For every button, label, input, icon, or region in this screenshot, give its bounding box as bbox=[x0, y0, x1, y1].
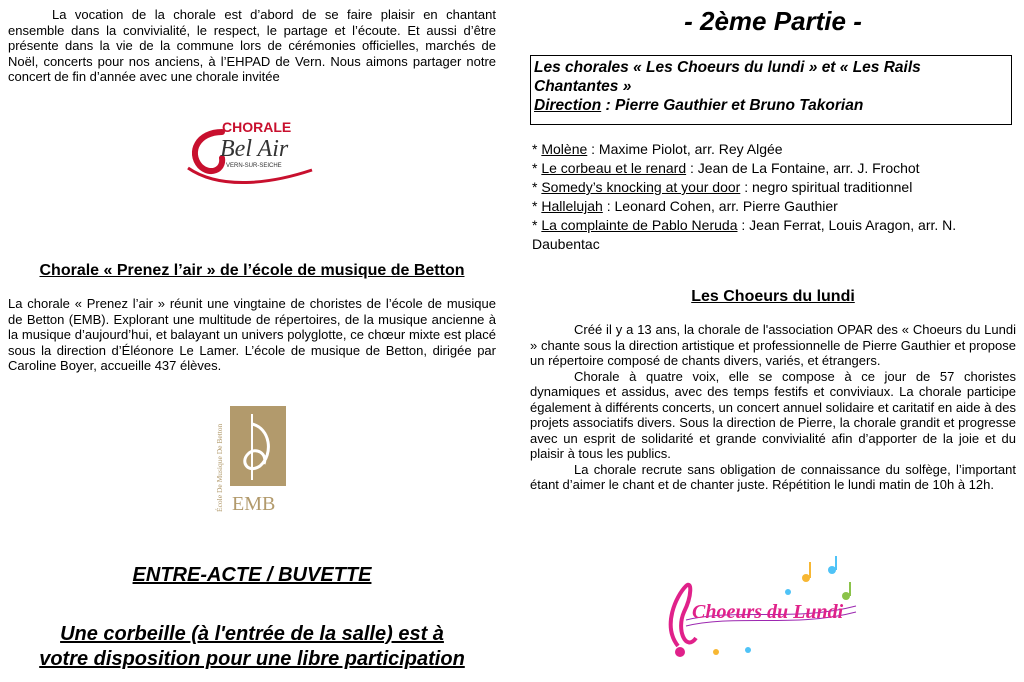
list-item bbox=[532, 159, 1016, 178]
corbeille-notice bbox=[8, 622, 496, 672]
box-direction-line bbox=[534, 96, 1008, 115]
song-list bbox=[532, 140, 1016, 254]
emb-letters: EMB bbox=[232, 493, 276, 515]
song-title: Hallelujah bbox=[541, 198, 603, 214]
song-bullet: * bbox=[532, 217, 542, 233]
choeurs-paragraph-3: La chorale recrute sans obligation de connaissance du solfège, l’important étant d’aimer le chant et de chanter juste. Répétition le lundi matin de 10h à 12h. bbox=[530, 461, 1016, 492]
song-title: Somedy’s knocking at your door bbox=[541, 179, 741, 195]
bel-air-line3: VERN-SUR-SEICHE bbox=[226, 163, 282, 169]
chorale-bel-air-logo bbox=[180, 118, 320, 190]
bel-air-line1: CHORALE bbox=[222, 119, 292, 135]
intro-paragraph: La vocation de la chorale est d’abord de se faire plaisir en chantant ensemble dans la convivialité, le respect, le partage et l’écoute. Et aussi d’être présente dans la vie de la commune lors de cérémonies officielles, marchés de Noël, concerts pour nos anciens, à l’EHPAD de Vern. Nous aimons partager notre concert de fin d’année avec une chorale invitée bbox=[8, 7, 496, 84]
prenez-air-paragraph: La chorale « Prenez l’air » réunit une vingtaine de choristes de l’école de musique de Betton (EMB). Explorant une multitude de répertoires, de la musique ancienne à la musique d’aujourd’hui, et balayant un univers polyglotte, ce chœur mixte est placé sous la direction d’Éléonore Le Lamer. L’école de musique de Betton, dirigée par Caroline Boyer, accueille 437 élèves. bbox=[8, 296, 496, 373]
corbeille-line-1: Une corbeille (à l'entrée de la salle) est à bbox=[60, 623, 444, 645]
choeurs-description bbox=[530, 322, 1016, 493]
box-direction-label: Direction bbox=[534, 97, 602, 114]
song-bullet: * bbox=[532, 141, 542, 157]
list-item bbox=[532, 140, 1016, 159]
bel-air-line2: Bel Air bbox=[220, 136, 289, 162]
song-details: : negro spiritual traditionnel bbox=[740, 179, 913, 195]
emb-vertical-text: École De Musique De Betton bbox=[215, 423, 224, 512]
list-item bbox=[532, 197, 1016, 216]
song-bullet: * bbox=[532, 160, 542, 176]
song-title: Molène bbox=[541, 141, 588, 157]
choeurs-paragraph-1: Créé il y a 13 ans, la chorale de l'association OPAR des « Choeurs du Lundi » chante sous la direction artistique et professionnelle de Pierre Gauthier et propose un répertoire composé de chants divers, variés, et étrangers. bbox=[530, 322, 1016, 368]
list-item bbox=[532, 216, 1016, 254]
chorales-box bbox=[530, 55, 1012, 125]
bel-air-logo-graphic bbox=[180, 118, 320, 190]
song-bullet: * bbox=[532, 179, 542, 195]
song-details: : Maxime Piolot, arr. Rey Algée bbox=[587, 141, 783, 157]
part-title: - 2ème Partie - bbox=[684, 6, 862, 36]
song-bullet: * bbox=[532, 198, 542, 214]
song-title: La complainte de Pablo Neruda bbox=[541, 217, 738, 233]
song-details: : Jean de La Fontaine, arr. J. Frochot bbox=[686, 160, 920, 176]
song-title: Le corbeau et le renard bbox=[541, 160, 687, 176]
choeurs-logo-text: Choeurs du Lundi bbox=[692, 601, 844, 623]
emb-logo-graphic bbox=[212, 404, 292, 516]
corbeille-line-2: votre disposition pour une libre participation bbox=[39, 648, 465, 670]
song-details: : Leonard Cohen, arr. Pierre Gauthier bbox=[602, 198, 838, 214]
box-direction-value: : Pierre Gauthier et Bruno Takorian bbox=[601, 97, 864, 114]
list-item bbox=[532, 178, 1016, 197]
box-chorales-line: Les chorales « Les Choeurs du lundi » et « Les Rails Chantantes » bbox=[534, 59, 921, 95]
choeurs-logo-graphic bbox=[656, 556, 860, 666]
prenez-air-title: Chorale « Prenez l’air » de l’école de musique de Betton bbox=[39, 262, 465, 279]
choeurs-paragraph-2: Chorale à quatre voix, elle se compose à ce jour de 57 choristes dynamiques et assidus, avec des temps festifs et conviviaux. La chorale participe également à différents concerts, un concert annuel solidaire et caritatif en aide à des projets associatifs divers. Sous la direction de Pierre, la chorale grandit et progresse avec un esprit de solidarité et grande convivialité afin d’apporter de la joie et du plaisir à tous les publics. bbox=[530, 368, 1016, 461]
choeurs-du-lundi-logo bbox=[656, 556, 860, 666]
choeurs-du-lundi-title: Les Choeurs du lundi bbox=[691, 288, 855, 305]
song-details: : Jean Ferrat, Louis Aragon, arr. N. Daubentac bbox=[532, 217, 957, 252]
entracte-heading: ENTRE-ACTE / BUVETTE bbox=[132, 564, 372, 586]
emb-logo bbox=[212, 404, 292, 516]
